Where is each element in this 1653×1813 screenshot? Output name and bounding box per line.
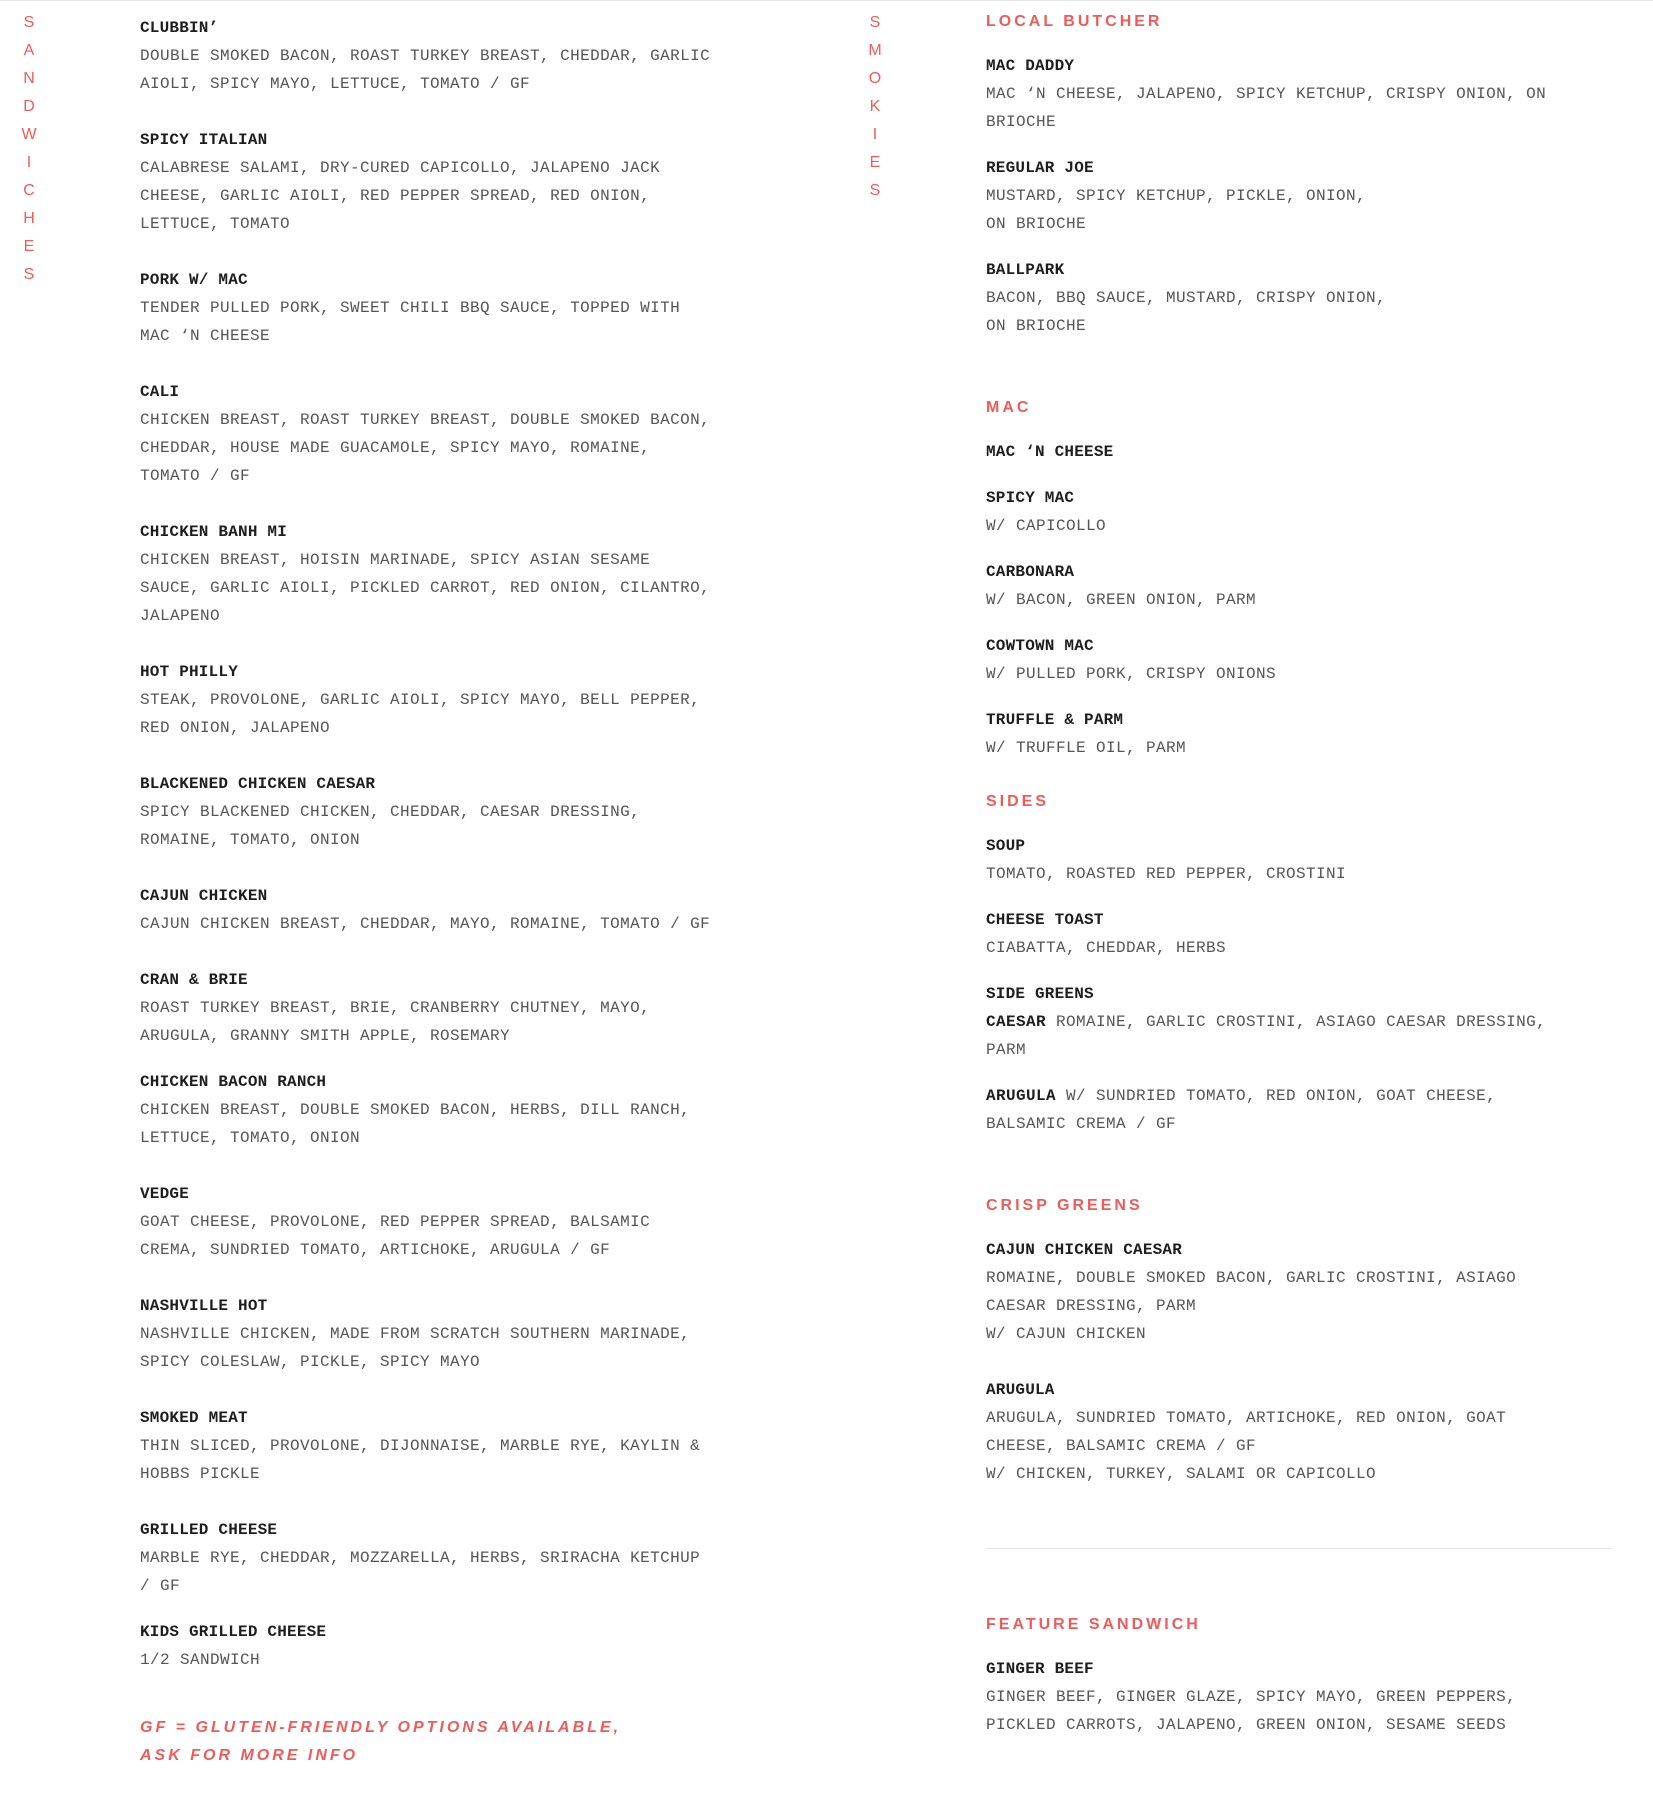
menu-item: [986, 558, 1626, 614]
label-letter: I: [872, 126, 878, 143]
menu-item: [140, 1180, 780, 1264]
menu-item: [986, 906, 1626, 962]
item-name: CHEESE TOAST: [986, 911, 1104, 929]
menu-item: [986, 438, 1626, 466]
item-desc-line: CALABRESE SALAMI, DRY-CURED CAPICOLLO, JALAPENO JACK: [140, 159, 661, 177]
menu-item: [986, 1236, 1626, 1348]
item-desc-line: ON BRIOCHE: [986, 317, 1087, 335]
item-desc-line: CHICKEN BREAST, HOISIN MARINADE, SPICY ASIAN SESAME: [140, 551, 651, 569]
menu-item: [140, 882, 780, 938]
item-desc-line: PARM: [986, 1041, 1027, 1059]
item-desc-line: CIABATTA, CHEDDAR, HERBS: [986, 939, 1227, 957]
label-letter: N: [23, 70, 35, 87]
item-desc-line: RED ONION, JALAPENO: [140, 719, 331, 737]
menu-item: [140, 770, 780, 854]
item-name: SMOKED MEAT: [140, 1409, 248, 1427]
item-desc-line: THIN SLICED, PROVOLONE, DIJONNAISE, MARBLE RYE, KAYLIN &: [140, 1437, 701, 1455]
item-desc-line: CREMA, SUNDRIED TOMATO, ARTICHOKE, ARUGULA / GF: [140, 1241, 611, 1259]
arugula-label: ARUGULA: [986, 1087, 1057, 1105]
item-desc-line: TOMATO / GF: [140, 467, 251, 485]
item-name: ARUGULA: [986, 1381, 1055, 1399]
item-desc-line: MUSTARD, SPICY KETCHUP, PICKLE, ONION,: [986, 187, 1367, 205]
item-desc-line: ARUGULA, GRANNY SMITH APPLE, ROSEMARY: [140, 1027, 511, 1045]
item-name: CRAN & BRIE: [140, 971, 248, 989]
menu-item: [986, 632, 1626, 688]
item-desc-line: NASHVILLE CHICKEN, MADE FROM SCRATCH SOUTHERN MARINADE,: [140, 1325, 691, 1343]
item-name: SIDE GREENS: [986, 985, 1094, 1003]
note-line: GF = GLUTEN-FRIENDLY OPTIONS AVAILABLE,: [140, 1719, 622, 1736]
menu-item: [140, 1068, 780, 1152]
section-title-sides: SIDES: [986, 793, 1050, 810]
item-desc-line: CHEESE, GARLIC AIOLI, RED PEPPER SPREAD, RED ONION,: [140, 187, 651, 205]
item-desc-line: CAJUN CHICKEN BREAST, CHEDDAR, MAYO, ROMAINE, TOMATO / GF: [140, 915, 711, 933]
item-name: CAJUN CHICKEN CAESAR: [986, 1241, 1183, 1259]
item-desc-line: PICKLED CARROTS, JALAPENO, GREEN ONION, SESAME SEEDS: [986, 1716, 1507, 1734]
item-name: CLUBBIN’: [140, 19, 219, 37]
item-name: MAC DADDY: [986, 57, 1075, 75]
item-name: SPICY MAC: [986, 489, 1075, 507]
item-desc-line: SPICY COLESLAW, PICKLE, SPICY MAYO: [140, 1353, 481, 1371]
sandwiches-vertical-label: [14, 9, 44, 289]
label-letter: S: [869, 14, 881, 31]
item-desc-line: ARUGULA, SUNDRIED TOMATO, ARTICHOKE, RED ONION, GOAT: [986, 1409, 1507, 1427]
item-desc-line: DOUBLE SMOKED BACON, ROAST TURKEY BREAST, CHEDDAR, GARLIC: [140, 47, 711, 65]
item-name: TRUFFLE & PARM: [986, 711, 1124, 729]
menu-item: [140, 1618, 780, 1674]
item-desc-line: W/ CAJUN CHICKEN: [986, 1325, 1147, 1343]
menu-item: [986, 1082, 1626, 1138]
menu-item: [986, 484, 1626, 540]
caesar-label: CAESAR: [986, 1013, 1047, 1031]
item-name: CAJUN CHICKEN: [140, 887, 268, 905]
menu-item: [986, 1655, 1626, 1739]
item-desc-line: [986, 1008, 1626, 1036]
menu-item: [986, 832, 1626, 888]
item-desc-line: CHEDDAR, HOUSE MADE GUACAMOLE, SPICY MAYO, ROMAINE,: [140, 439, 651, 457]
item-name: GRILLED CHEESE: [140, 1521, 278, 1539]
menu-item: [986, 52, 1626, 136]
item-desc-line: BRIOCHE: [986, 113, 1057, 131]
item-name: COWTOWN MAC: [986, 637, 1094, 655]
item-desc-line: BACON, BBQ SAUCE, MUSTARD, CRISPY ONION,: [986, 289, 1387, 307]
menu-item: [140, 1292, 780, 1376]
item-desc-line: CHICKEN BREAST, DOUBLE SMOKED BACON, HERBS, DILL RANCH,: [140, 1101, 691, 1119]
menu-item: [140, 658, 780, 742]
item-desc-line: W/ CHICKEN, TURKEY, SALAMI OR CAPICOLLO: [986, 1465, 1377, 1483]
item-desc-line: ON BRIOCHE: [986, 215, 1087, 233]
label-letter: S: [23, 14, 35, 31]
item-desc-line: STEAK, PROVOLONE, GARLIC AIOLI, SPICY MAYO, BELL PEPPER,: [140, 691, 701, 709]
arugula-desc: W/ SUNDRIED TOMATO, RED ONION, GOAT CHEESE,: [1056, 1087, 1497, 1105]
label-letter: W: [21, 126, 37, 143]
menu-item: [986, 980, 1626, 1064]
item-desc-line: W/ TRUFFLE OIL, PARM: [986, 739, 1187, 757]
menu-item: [140, 126, 780, 238]
item-name: MAC ‘N CHEESE: [986, 443, 1114, 461]
item-name: KIDS GRILLED CHEESE: [140, 1623, 327, 1641]
label-letter: K: [869, 98, 881, 115]
menu-item: [140, 266, 780, 350]
menu-item: [140, 966, 780, 1050]
menu-item: [986, 256, 1626, 340]
item-desc-line: TOMATO, ROASTED RED PEPPER, CROSTINI: [986, 865, 1347, 883]
item-desc-line: GOAT CHEESE, PROVOLONE, RED PEPPER SPREAD, BALSAMIC: [140, 1213, 651, 1231]
label-letter: E: [869, 154, 881, 171]
item-desc-line: [986, 1082, 1626, 1110]
item-desc-line: LETTUCE, TOMATO: [140, 215, 291, 233]
item-desc-line: CHICKEN BREAST, ROAST TURKEY BREAST, DOUBLE SMOKED BACON,: [140, 411, 711, 429]
label-letter: H: [23, 210, 35, 227]
item-desc-line: 1/2 SANDWICH: [140, 1651, 261, 1669]
item-desc-line: SAUCE, GARLIC AIOLI, PICKLED CARROT, RED ONION, CILANTRO,: [140, 579, 711, 597]
menu-item: [140, 1404, 780, 1488]
item-desc-line: LETTUCE, TOMATO, ONION: [140, 1129, 361, 1147]
item-name: CARBONARA: [986, 563, 1075, 581]
label-letter: S: [869, 182, 881, 199]
label-letter: O: [868, 70, 882, 87]
label-letter: S: [23, 266, 35, 283]
item-name: BLACKENED CHICKEN CAESAR: [140, 775, 376, 793]
menu-item: [140, 518, 780, 630]
label-letter: D: [23, 98, 35, 115]
item-name: BALLPARK: [986, 261, 1065, 279]
item-name: SOUP: [986, 837, 1026, 855]
item-desc-line: BALSAMIC CREMA / GF: [986, 1115, 1177, 1133]
item-name: PORK W/ MAC: [140, 271, 248, 289]
item-name: NASHVILLE HOT: [140, 1297, 268, 1315]
section-title-crisp-greens: CRISP GREENS: [986, 1197, 1143, 1214]
item-desc-line: ROMAINE, DOUBLE SMOKED BACON, GARLIC CROSTINI, ASIAGO: [986, 1269, 1517, 1287]
item-desc-line: GINGER BEEF, GINGER GLAZE, SPICY MAYO, GREEN PEPPERS,: [986, 1688, 1517, 1706]
item-desc-line: CHEESE, BALSAMIC CREMA / GF: [986, 1437, 1257, 1455]
label-letter: E: [23, 238, 35, 255]
menu-item: [986, 1376, 1626, 1488]
item-desc-line: TENDER PULLED PORK, SWEET CHILI BBQ SAUCE, TOPPED WITH: [140, 299, 681, 317]
item-desc-line: SPICY BLACKENED CHICKEN, CHEDDAR, CAESAR DRESSING,: [140, 803, 641, 821]
menu-item: [140, 14, 780, 98]
smokies-vertical-label: [860, 9, 890, 205]
section-divider: [986, 1548, 1613, 1549]
gluten-friendly-note: [140, 1714, 660, 1770]
item-desc-line: HOBBS PICKLE: [140, 1465, 261, 1483]
item-name: GINGER BEEF: [986, 1660, 1094, 1678]
item-desc-line: W/ CAPICOLLO: [986, 517, 1107, 535]
menu-item: [140, 378, 780, 490]
smokies-column: [986, 12, 1626, 1739]
caesar-desc: ROMAINE, GARLIC CROSTINI, ASIAGO CAESAR DRESSING,: [1046, 1013, 1547, 1031]
label-letter: M: [868, 42, 882, 59]
item-name: HOT PHILLY: [140, 663, 239, 681]
menu-item: [986, 154, 1626, 238]
note-line: ASK FOR MORE INFO: [140, 1747, 359, 1764]
item-desc-line: W/ PULLED PORK, CRISPY ONIONS: [986, 665, 1277, 683]
label-letter: C: [23, 182, 35, 199]
menu-item: [986, 706, 1626, 762]
section-title-feature-sandwich: FEATURE SANDWICH: [986, 1616, 1201, 1633]
item-name: REGULAR JOE: [986, 159, 1094, 177]
item-desc-line: ROMAINE, TOMATO, ONION: [140, 831, 361, 849]
item-desc-line: MAC ‘N CHEESE: [140, 327, 271, 345]
top-divider: [0, 0, 1653, 1]
item-name: VEDGE: [140, 1185, 190, 1203]
sandwiches-column: [140, 14, 780, 1770]
item-desc-line: MARBLE RYE, CHEDDAR, MOZZARELLA, HERBS, SRIRACHA KETCHUP: [140, 1549, 701, 1567]
item-desc-line: JALAPENO: [140, 607, 221, 625]
item-desc-line: AIOLI, SPICY MAYO, LETTUCE, TOMATO / GF: [140, 75, 531, 93]
label-letter: I: [26, 154, 32, 171]
item-name: CHICKEN BANH MI: [140, 523, 288, 541]
item-desc-line: CAESAR DRESSING, PARM: [986, 1297, 1197, 1315]
item-desc-line: / GF: [140, 1577, 181, 1595]
item-name: CHICKEN BACON RANCH: [140, 1073, 327, 1091]
item-name: SPICY ITALIAN: [140, 131, 268, 149]
section-title-mac: MAC: [986, 399, 1032, 416]
item-desc-line: W/ BACON, GREEN ONION, PARM: [986, 591, 1257, 609]
item-name: CALI: [140, 383, 180, 401]
item-desc-line: MAC ‘N CHEESE, JALAPENO, SPICY KETCHUP, CRISPY ONION, ON: [986, 85, 1547, 103]
item-desc-line: ROAST TURKEY BREAST, BRIE, CRANBERRY CHUTNEY, MAYO,: [140, 999, 651, 1017]
menu-item: [140, 1516, 780, 1600]
section-title-local-butcher: LOCAL BUTCHER: [986, 13, 1163, 30]
label-letter: A: [23, 42, 35, 59]
